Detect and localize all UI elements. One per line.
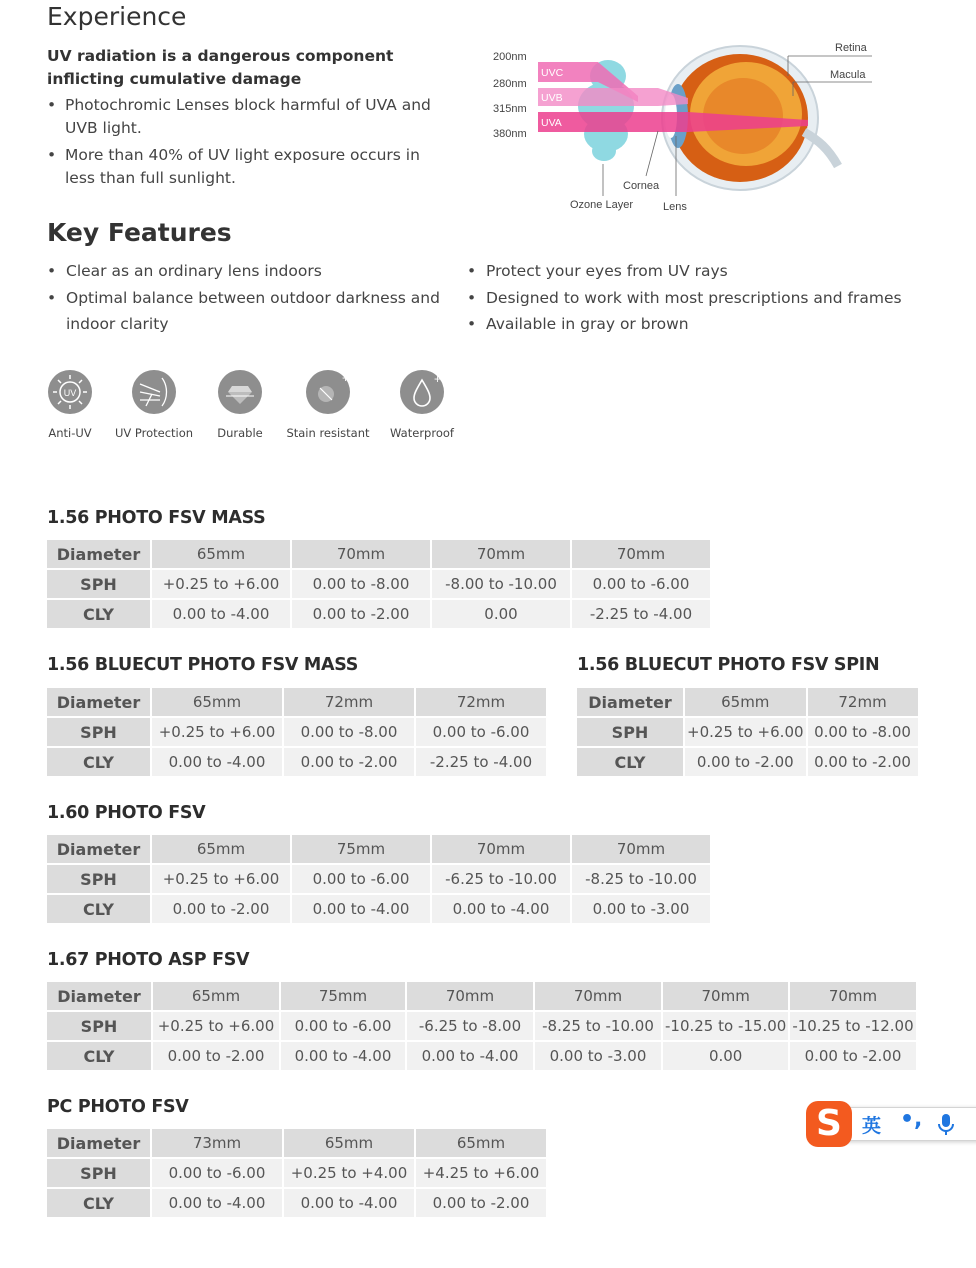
uv-eye-diagram xyxy=(488,36,880,216)
table-cell: 72mm xyxy=(808,688,918,716)
table-cell: Diameter xyxy=(47,688,150,716)
table-cell: 0.00 to -4.00 xyxy=(292,895,430,923)
table-cell: 0.00 to -4.00 xyxy=(152,600,290,628)
key-feature-item: • Available in gray or brown xyxy=(467,311,937,337)
table-cell: 70mm xyxy=(663,982,788,1010)
table-title: 1.56 BLUECUT PHOTO FSV MASS xyxy=(47,655,359,675)
uvc-label: UVC xyxy=(541,67,564,79)
table-title: 1.56 PHOTO FSV MASS xyxy=(47,508,266,528)
table-cell: 70mm xyxy=(407,982,533,1010)
svg-text:+: + xyxy=(434,372,442,386)
feature-label: Durable xyxy=(217,426,263,440)
macula-label: Macula xyxy=(830,69,866,81)
table-cell: -8.00 to -10.00 xyxy=(432,570,570,598)
table-cell: CLY xyxy=(47,748,150,776)
feature-waterproof xyxy=(382,370,462,440)
key-feature-item: • Clear as an ordinary lens indoors xyxy=(47,258,447,284)
table-cell: 72mm xyxy=(416,688,546,716)
table-row xyxy=(47,688,546,716)
wavelength-label: 200nm xyxy=(493,51,527,63)
table-cell: 70mm xyxy=(535,982,661,1010)
table-cell: 73mm xyxy=(152,1129,282,1157)
wavelength-label: 380nm xyxy=(493,128,527,140)
table-cell: 0.00 xyxy=(663,1042,788,1070)
table-cell: CLY xyxy=(577,748,683,776)
table-cell: +0.25 to +6.00 xyxy=(153,1012,279,1040)
table-title: 1.67 PHOTO ASP FSV xyxy=(47,950,250,970)
table-cell: SPH xyxy=(47,718,150,746)
table-cell: 75mm xyxy=(292,835,430,863)
table-cell: -8.25 to -10.00 xyxy=(572,865,710,893)
table-cell: 0.00 to -2.00 xyxy=(808,748,918,776)
table-cell: 65mm xyxy=(284,1129,414,1157)
table-cell: 0.00 to -4.00 xyxy=(152,748,282,776)
table-cell: 0.00 to -4.00 xyxy=(432,895,570,923)
table-cell: -2.25 to -4.00 xyxy=(572,600,710,628)
table-row xyxy=(47,718,546,746)
table-cell: 0.00 to -3.00 xyxy=(572,895,710,923)
table-cell: -10.25 to -12.00 xyxy=(790,1012,915,1040)
table-cell: CLY xyxy=(47,1042,151,1070)
spec-table-156-bluecut-photo-fsv-spin xyxy=(575,686,920,778)
table-cell: 0.00 to -2.00 xyxy=(416,1189,546,1217)
table-cell: -10.25 to -15.00 xyxy=(663,1012,788,1040)
table-cell: 65mm xyxy=(152,835,290,863)
table-row xyxy=(47,1012,916,1040)
ime-toolbar[interactable] xyxy=(806,1101,976,1147)
table-cell: 0.00 to -6.00 xyxy=(292,865,430,893)
retina-label: Retina xyxy=(835,42,867,54)
feature-stain-resistant xyxy=(280,370,376,440)
table-cell: 0.00 to -2.00 xyxy=(685,748,806,776)
experience-lead: UV radiation is a dangerous component inflicting cumulative damage xyxy=(47,47,394,88)
table-row xyxy=(47,835,710,863)
table-cell: 0.00 to -8.00 xyxy=(808,718,918,746)
table-cell: 0.00 to -6.00 xyxy=(572,570,710,598)
table-cell: 65mm xyxy=(152,688,282,716)
table-cell: SPH xyxy=(47,1159,150,1187)
experience-heading: Experience xyxy=(47,2,187,31)
table-cell: SPH xyxy=(577,718,683,746)
table-cell: 65mm xyxy=(153,982,279,1010)
table-cell: 0.00 to -4.00 xyxy=(281,1042,405,1070)
table-cell: +4.25 to +6.00 xyxy=(416,1159,546,1187)
table-row xyxy=(47,748,546,776)
experience-bullet: • Photochromic Lenses block harmful of UVA and UVB light. xyxy=(47,94,457,140)
table-cell: SPH xyxy=(47,1012,151,1040)
feature-label: UV Protection xyxy=(114,426,194,440)
table-cell: Diameter xyxy=(47,540,150,568)
table-cell: 0.00 to -2.00 xyxy=(152,895,290,923)
stain-resistant-icon xyxy=(306,370,350,414)
ime-logo-icon[interactable]: S xyxy=(806,1101,852,1147)
table-cell: SPH xyxy=(47,865,150,893)
table-row xyxy=(47,865,710,893)
table-cell: 0.00 to -6.00 xyxy=(416,718,546,746)
uva-label: UVA xyxy=(541,117,562,129)
table-cell: 70mm xyxy=(432,835,570,863)
table-cell: 65mm xyxy=(152,540,290,568)
key-feature-item: • Designed to work with most prescriptions and frames xyxy=(467,285,937,311)
ime-language-toggle[interactable]: 英 xyxy=(862,1115,882,1137)
table-cell: 0.00 to -6.00 xyxy=(152,1159,282,1187)
table-row xyxy=(577,748,918,776)
anti-uv-icon xyxy=(48,370,92,414)
table-row xyxy=(47,1189,546,1217)
feature-durable xyxy=(210,370,270,440)
table-cell: 0.00 to -2.00 xyxy=(284,748,414,776)
table-title: PC PHOTO FSV xyxy=(47,1097,189,1117)
spec-table-167-photo-asp-fsv xyxy=(45,980,918,1072)
feature-label: Stain resistant xyxy=(286,426,370,440)
key-feature-item: • Optimal balance between outdoor darkness and indoor clarity xyxy=(47,285,447,337)
table-cell: 0.00 to -4.00 xyxy=(407,1042,533,1070)
svg-text:+: + xyxy=(342,371,350,385)
table-cell: 70mm xyxy=(432,540,570,568)
feature-label: Waterproof xyxy=(390,426,454,440)
table-cell: +0.25 to +6.00 xyxy=(152,570,290,598)
table-cell: CLY xyxy=(47,1189,150,1217)
table-cell: Diameter xyxy=(47,982,151,1010)
table-title: 1.56 BLUECUT PHOTO FSV SPIN xyxy=(577,655,880,675)
table-cell: 0.00 to -8.00 xyxy=(292,570,430,598)
table-row xyxy=(47,540,710,568)
table-cell: 0.00 to -2.00 xyxy=(292,600,430,628)
table-cell: 0.00 xyxy=(432,600,570,628)
key-feature-item: • Protect your eyes from UV rays xyxy=(467,258,937,284)
cornea-label: Cornea xyxy=(623,180,660,192)
table-row xyxy=(47,600,710,628)
table-cell: 70mm xyxy=(572,540,710,568)
spec-table-pc-photo-fsv xyxy=(45,1127,548,1219)
microphone-icon[interactable] xyxy=(937,1113,955,1137)
table-row xyxy=(47,895,710,923)
table-cell: 65mm xyxy=(416,1129,546,1157)
table-cell: +0.25 to +4.00 xyxy=(284,1159,414,1187)
table-cell: 0.00 to -6.00 xyxy=(281,1012,405,1040)
table-cell: -6.25 to -8.00 xyxy=(407,1012,533,1040)
table-row xyxy=(47,570,710,598)
table-cell: CLY xyxy=(47,895,150,923)
table-title: 1.60 PHOTO FSV xyxy=(47,803,206,823)
feature-uv-protection xyxy=(109,370,199,440)
wavelength-label: 280nm xyxy=(493,78,527,90)
uvb-label: UVB xyxy=(541,92,563,104)
table-row xyxy=(577,718,918,746)
ozone-layer-label: Ozone Layer xyxy=(570,199,633,211)
table-row xyxy=(47,982,916,1010)
table-cell: -2.25 to -4.00 xyxy=(416,748,546,776)
experience-bullet: • More than 40% of UV light exposure occurs in less than full sunlight. xyxy=(47,144,447,190)
table-cell: +0.25 to +6.00 xyxy=(685,718,806,746)
table-cell: -8.25 to -10.00 xyxy=(535,1012,661,1040)
table-cell: 0.00 to -2.00 xyxy=(153,1042,279,1070)
table-row xyxy=(577,688,918,716)
table-cell: 0.00 to -4.00 xyxy=(152,1189,282,1217)
svg-text:UV: UV xyxy=(63,388,77,398)
table-cell: 0.00 to -2.00 xyxy=(790,1042,915,1070)
table-cell: +0.25 to +6.00 xyxy=(152,865,290,893)
spec-table-160-photo-fsv xyxy=(45,833,712,925)
table-row xyxy=(47,1042,916,1070)
table-cell: Diameter xyxy=(47,1129,150,1157)
key-features-heading: Key Features xyxy=(47,218,232,247)
spec-table-156-bluecut-photo-fsv-mass xyxy=(45,686,548,778)
table-cell: CLY xyxy=(47,600,150,628)
table-cell: 70mm xyxy=(790,982,915,1010)
table-cell: 70mm xyxy=(292,540,430,568)
table-cell: SPH xyxy=(47,570,150,598)
table-cell: -6.25 to -10.00 xyxy=(432,865,570,893)
feature-anti-uv xyxy=(40,370,100,440)
table-cell: 70mm xyxy=(572,835,710,863)
durable-icon xyxy=(218,370,262,414)
table-cell: Diameter xyxy=(47,835,150,863)
table-cell: +0.25 to +6.00 xyxy=(152,718,282,746)
lens-label: Lens xyxy=(663,201,687,213)
table-row xyxy=(47,1159,546,1187)
spec-table-156-photo-fsv-mass xyxy=(45,538,712,630)
table-cell: 65mm xyxy=(685,688,806,716)
ime-punctuation-toggle[interactable]: •, xyxy=(900,1107,923,1132)
table-cell: 0.00 to -8.00 xyxy=(284,718,414,746)
table-cell: Diameter xyxy=(577,688,683,716)
uv-protection-icon xyxy=(132,370,176,414)
table-cell: 0.00 to -4.00 xyxy=(284,1189,414,1217)
table-cell: 72mm xyxy=(284,688,414,716)
table-cell: 0.00 to -3.00 xyxy=(535,1042,661,1070)
table-row xyxy=(47,1129,546,1157)
wavelength-label: 315nm xyxy=(493,103,527,115)
waterproof-icon xyxy=(400,370,444,414)
feature-label: Anti-UV xyxy=(48,426,92,440)
table-cell: 75mm xyxy=(281,982,405,1010)
